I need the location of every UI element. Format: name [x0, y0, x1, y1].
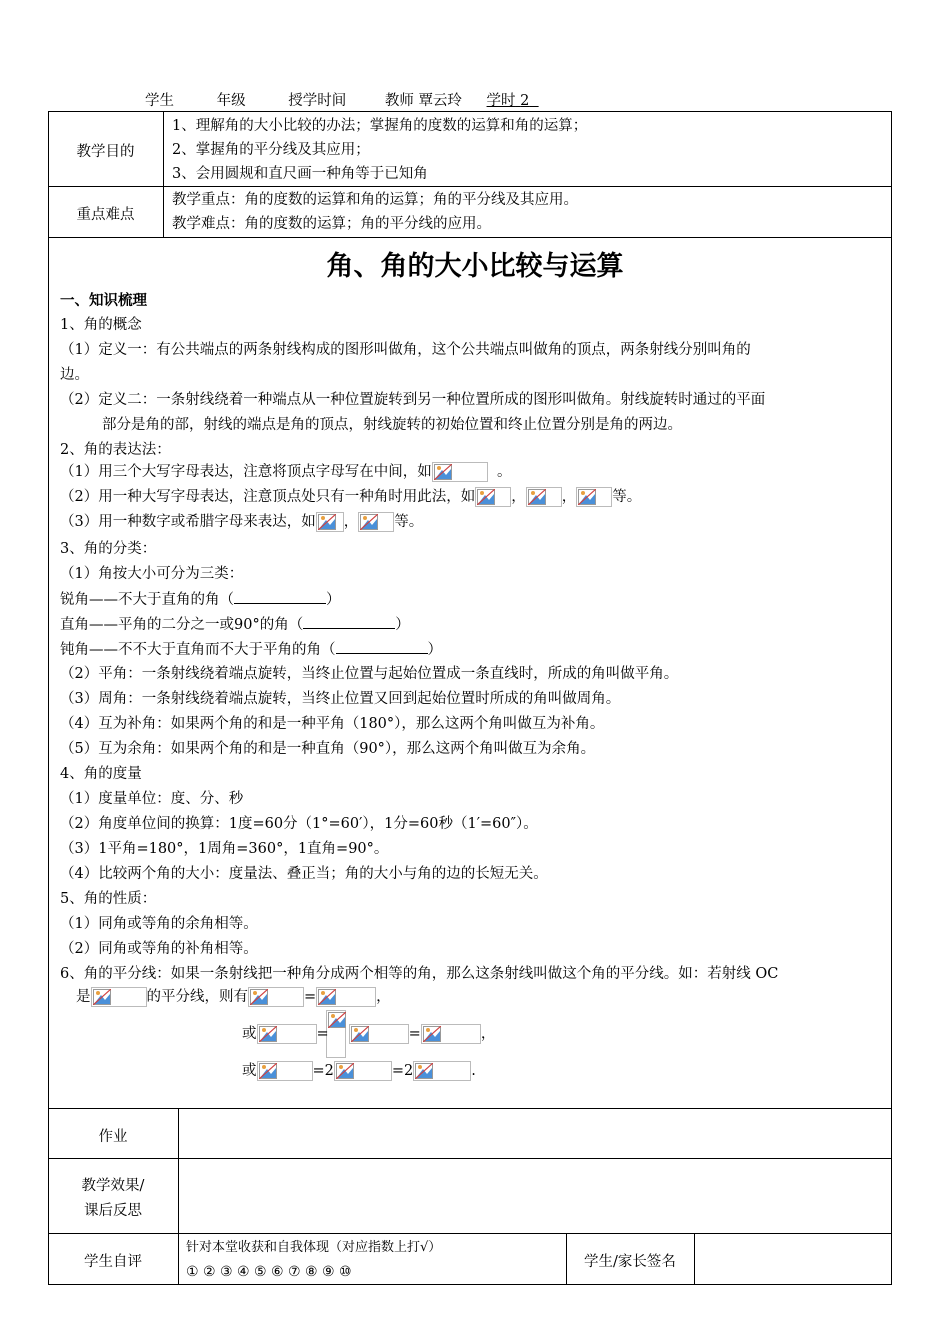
broken-image-icon	[415, 1063, 433, 1079]
key-point-item: 教学重点：角的度数的运算和角的运算；角的平分线及其应用。	[172, 192, 578, 208]
signature-field[interactable]	[695, 1234, 891, 1284]
formula-image	[526, 487, 562, 507]
answer-blank[interactable]	[303, 614, 395, 629]
broken-image-icon	[259, 1063, 277, 1079]
teacher-label: 教师	[384, 93, 414, 109]
text: ，	[480, 1026, 496, 1042]
text: =	[304, 989, 317, 1005]
broken-image-icon	[578, 489, 596, 505]
formula-image	[413, 1061, 471, 1081]
content-line	[60, 614, 410, 635]
objective-item: 2、掌握角的平分线及其应用；	[172, 142, 370, 158]
section-heading: 一、知识梳理	[60, 293, 147, 309]
content-line	[60, 639, 442, 660]
key-points-label: 重点难点	[76, 207, 135, 223]
reflection-label: 课后反思	[84, 1203, 142, 1219]
self-eval-hint: 针对本堂收获和自我体现（对应指数上打√）	[186, 1240, 442, 1255]
text: 等。	[612, 489, 642, 505]
text: ）	[427, 642, 442, 658]
formula-image	[257, 1061, 313, 1081]
content-line: （5）互为余角：如果两个角的和是一种直角（90°），那么这两个角叫做互为余角。	[60, 741, 596, 757]
text: 是	[76, 989, 91, 1005]
grade-label: 年级	[216, 93, 246, 109]
broken-image-icon	[318, 989, 336, 1005]
text: 等。	[394, 514, 424, 530]
header-line	[145, 89, 539, 110]
content-line: 边。	[60, 367, 89, 383]
text: 或	[242, 1026, 257, 1042]
broken-image-icon	[351, 1026, 369, 1042]
objective-item: 1、理解角的大小比较的办法；掌握角的度数的运算和角的运算；	[172, 118, 588, 134]
formula-image	[576, 487, 612, 507]
broken-image-icon	[259, 1026, 277, 1042]
text: ）	[395, 617, 410, 633]
signature-label: 学生/家长签名	[584, 1254, 676, 1270]
content-line: （3）周角：一条射线绕着端点旋转，当终止位置又回到起始位置时所成的角叫做周角。	[60, 691, 621, 707]
col-divider	[163, 111, 164, 237]
row-divider	[48, 186, 892, 187]
broken-image-icon	[93, 989, 111, 1005]
content-line	[242, 1061, 476, 1081]
text: 钝角——不不大于直角而不大于平角的角（	[60, 642, 336, 658]
effect-label: 教学效果/	[81, 1178, 145, 1194]
content-line	[60, 589, 341, 610]
broken-image-icon	[434, 464, 452, 480]
formula-image	[475, 487, 511, 507]
content-line: 4、角的度量	[60, 766, 142, 782]
broken-image-icon	[336, 1063, 354, 1079]
teach-time-label: 授学时间	[288, 93, 347, 109]
broken-image-icon	[528, 489, 546, 505]
objective-item: 3、会用圆规和直尺画一种角等于已知角	[172, 166, 428, 182]
content-line: 3、角的分类：	[60, 541, 157, 557]
teacher-name: 覃云玲	[418, 93, 462, 109]
objectives-label: 教学目的	[76, 144, 135, 160]
content-line: （1）角按大小可分为三类：	[60, 566, 244, 582]
formula-image	[91, 987, 147, 1007]
formula-image	[432, 462, 488, 482]
content-line: （3）1平角=180°，1周角=360°，1直角=90°。	[60, 841, 389, 857]
text: 。	[496, 464, 512, 480]
text: 直角——平角的二分之一或90°的角（	[60, 617, 304, 633]
content-line: （4）互为补角：如果两个角的和是一种平角（180°），那么这两个角叫做互为补角。	[60, 716, 605, 732]
broken-image-icon	[477, 489, 495, 505]
reflection-field[interactable]	[179, 1159, 891, 1233]
content-line: （2）同角或等角的补角相等。	[60, 941, 258, 957]
broken-image-icon	[423, 1026, 441, 1042]
content-line: （4）比较两个角的大小：度量法、叠正当；角的大小与角的边的长短无关。	[60, 866, 548, 882]
self-eval-scale[interactable]: ① ② ③ ④ ⑤ ⑥ ⑦ ⑧ ⑨ ⑩	[186, 1264, 352, 1280]
text: =	[316, 1026, 329, 1042]
text: .	[471, 1063, 476, 1079]
text: ）	[326, 592, 341, 608]
broken-image-icon	[318, 514, 336, 530]
formula-image	[349, 1024, 409, 1044]
text: （2）用一种大写字母表达，注意顶点处只有一种角时用此法，如	[60, 489, 476, 505]
text: ，	[511, 489, 526, 505]
formula-image	[316, 512, 344, 532]
content-line: 6、角的平分线：如果一条射线把一种角分成两个相等的角，那么这条射线叫做这个角的平分线。如：若射线 OC	[60, 966, 779, 982]
content-line: （1）度量单位：度、分、秒	[60, 791, 244, 807]
self-eval-label: 学生自评	[84, 1254, 142, 1270]
broken-image-icon	[250, 989, 268, 1005]
hours-field: 学时 2	[486, 93, 530, 109]
answer-blank[interactable]	[234, 589, 326, 604]
text: =	[408, 1026, 421, 1042]
content-line: （1）同角或等角的余角相等。	[60, 916, 258, 932]
formula-image	[257, 1024, 317, 1044]
content-line: （2）平角：一条射线绕着端点旋转，当终止位置与起始位置成一条直线时，所成的角叫做平角。	[60, 666, 679, 682]
text: ，	[561, 489, 577, 505]
formula-image	[316, 987, 376, 1007]
content-line	[60, 512, 423, 532]
formula-image	[248, 987, 304, 1007]
content-line: 部分是角的部，射线的端点是角的顶点，射线旋转的初始位置和终止位置分别是角的两边。	[102, 417, 682, 433]
text: （1）用三个大写字母表达，注意将顶点字母写在中间，如	[60, 464, 432, 480]
content-line	[76, 987, 391, 1007]
text: =2	[312, 1063, 334, 1079]
row-divider	[48, 237, 892, 238]
text: 或	[242, 1063, 257, 1079]
answer-blank[interactable]	[336, 639, 428, 654]
content-line: 5、角的性质：	[60, 891, 157, 907]
content-line	[60, 462, 511, 482]
formula-image	[334, 1061, 392, 1081]
formula-image	[358, 512, 394, 532]
content-line	[60, 487, 641, 507]
content-line: （2）角度单位间的换算：1度=60分（1°=60′），1分=60秒（1′=60″）。	[60, 816, 538, 832]
formula-image	[421, 1024, 481, 1044]
content-line: 1、角的概念	[60, 317, 142, 333]
text: 锐角——不大于直角的角（	[60, 592, 234, 608]
text: 的平分线，则有	[146, 989, 248, 1005]
text: ，	[343, 514, 359, 530]
text: ，	[376, 989, 391, 1005]
page-title: 角、角的大小比较与运算	[326, 251, 624, 282]
content-line: （2）定义二：一条射线绕着一种端点从一种位置旋转到另一种位置所成的图形叫做角。射线旋转时通过的平面	[60, 392, 766, 408]
content-line	[242, 1024, 495, 1044]
key-point-item: 教学难点：角的度数的运算；角的平分线的应用。	[172, 216, 491, 232]
student-label: 学生	[145, 93, 174, 109]
text: （3）用一种数字或希腊字母来表达，如	[60, 514, 316, 530]
broken-image-icon	[360, 514, 378, 530]
homework-label: 作业	[98, 1129, 128, 1145]
content-line: （1）定义一：有公共端点的两条射线构成的图形叫做角，这个公共端点叫做角的顶点，两条射线分别叫角的	[60, 342, 751, 358]
text: =2	[391, 1063, 414, 1079]
content-line: 2、角的表达法：	[60, 442, 171, 458]
homework-field[interactable]	[179, 1109, 891, 1158]
